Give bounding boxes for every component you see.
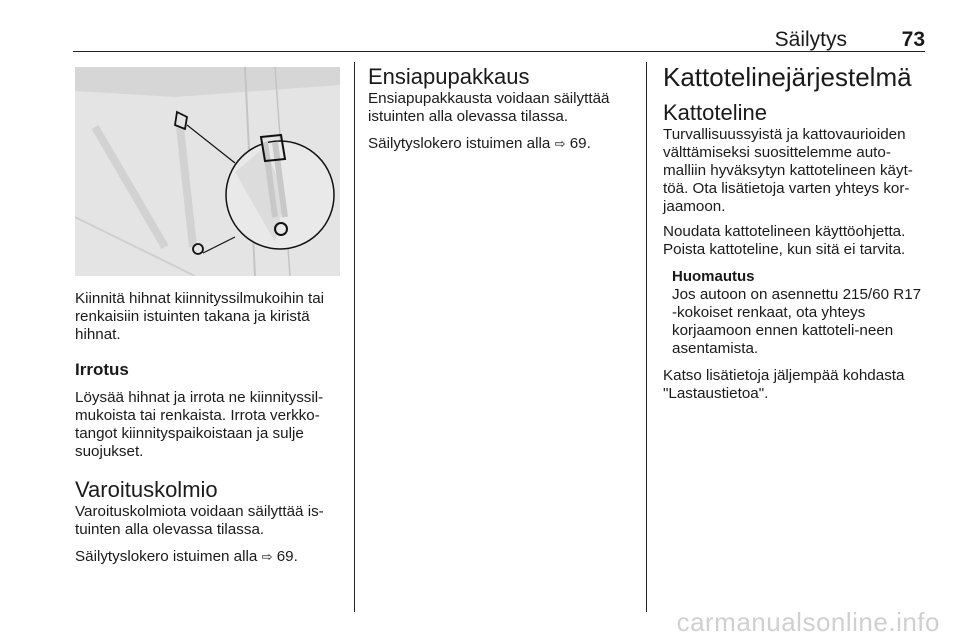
storage-reference [75,548,345,566]
column-left [75,62,345,566]
ensiapupakkaus-text: Ensiapupakkausta voidaan säilyttää istuinten alla olevassa tilassa. [368,90,610,125]
page-header [73,28,925,50]
kattoteline-subheading: Kattoteline [663,100,767,125]
illustration-caption: Kiinnitä hihnat kiinnityssilmukoihin tai renkaisiin istuinten takana ja kiristä hihnat. [75,290,325,343]
ensiapupakkaus-heading: Ensiapupakkaus [368,64,530,89]
page-reference-link[interactable]: 69. [276,548,298,565]
kattoteline-para2: Noudata kattotelineen käyttöohjetta. Poista kattoteline, kun sitä ei tarvita. [663,223,906,258]
section-title: Säilytys [774,28,847,51]
storage-ref-text: Säilytyslokero istuimen alla [368,135,551,152]
header-rule [73,51,925,52]
kattoteline-para1: Turvallisuussyistä ja kattovaurioiden välttämiseksi suosittelemme auto-malliin hyväksytyn kattotelineen käyt-töä. Ota lisätietoja varten yhteys kor-jaamoon. [663,126,913,215]
column-right [663,62,928,403]
page-reference-link[interactable]: 69. [569,135,591,152]
page-reference-icon: ⇨ [261,549,273,564]
kattoteline-para3: Katso lisätietoja jäljempää kohdasta "Lastaustietoa". [663,367,905,402]
page-reference-icon: ⇨ [554,136,566,151]
column-divider [354,62,355,612]
kattotelinejarjestelma-heading: Kattotelinejärjestelmä [663,62,912,92]
column-divider [646,62,647,612]
storage-ref-text: Säilytyslokero istuimen alla [75,548,258,565]
column-middle [368,62,630,153]
watermark: carmanualsonline.info [676,607,940,637]
note-box [672,268,928,358]
page-number: 73 [901,28,925,51]
storage-reference [368,135,630,153]
varoituskolmio-heading: Varoituskolmio [75,477,218,502]
irrotus-heading: Irrotus [75,360,129,379]
note-title: Huomautus [672,268,755,285]
note-text: Jos autoon on asennettu 215/60 R17 -kokoiset renkaat, ota yhteys korjaamoon ennen kattoteli-neen asentamista. [672,286,922,357]
varoituskolmio-text: Varoituskolmiota voidaan säilyttää is-tuinten alla olevassa tilassa. [75,503,324,538]
irrotus-text: Löysää hihnat ja irrota ne kiinnityssil-mukoista tai renkaista. Irrota verkko-tangot kiinnityspaikoistaan ja sulje suojukset. [75,389,324,460]
